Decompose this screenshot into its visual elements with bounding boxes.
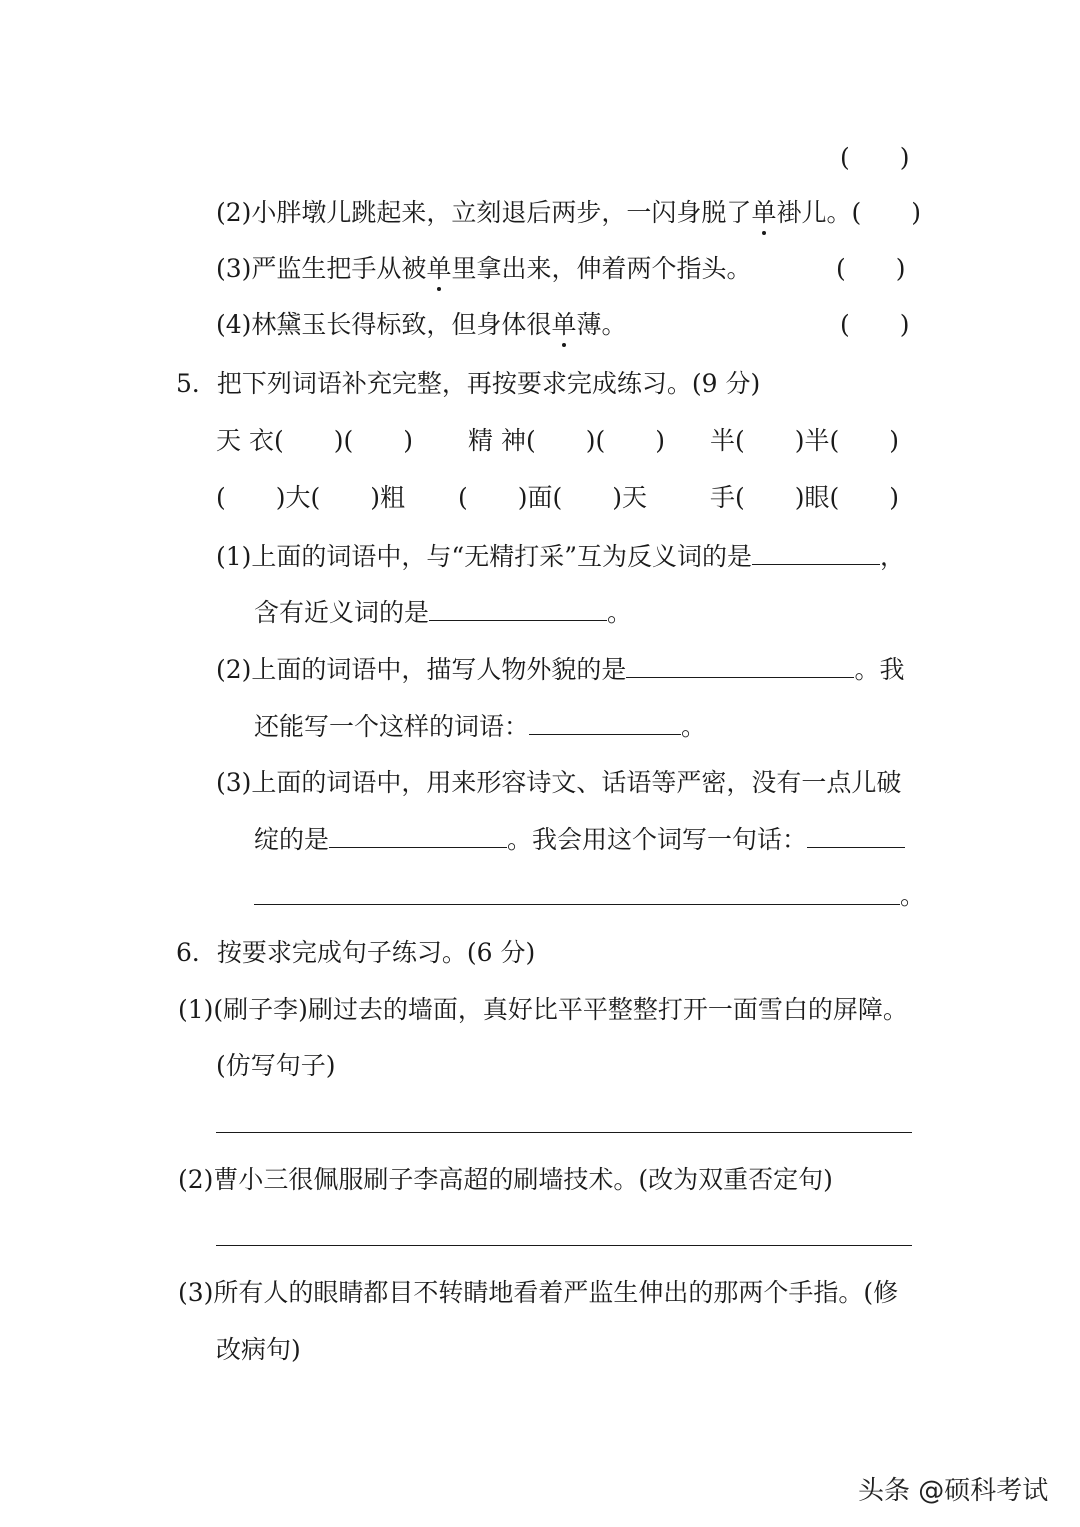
dotted-char: 单 [751,195,776,231]
q5-sub2-line2 [254,708,706,744]
sub-number: (3) [216,768,252,797]
sub-number: (2) [216,655,252,684]
watermark: 头条 @硕科考试 [858,1476,1049,1506]
item-text: 严监生把手从被 [251,254,427,283]
sub-text-end: ， [880,542,906,571]
q6-s3-text: (3)所有人的眼睛都目不转睛地看着严监生伸出的那两个手指。(修 [178,1278,899,1307]
item-text-end: 里拿出来，伸着两个指头。 [451,254,752,283]
item-text-end: 褂儿。 [776,198,852,227]
item-text: 小胖墩儿跳起来，立刻退后两步，一闪身脱了 [251,198,752,227]
q6-s2-answer-line[interactable] [216,1245,912,1246]
q5-sub3-line3-end: 。 [900,881,926,910]
sub-text: 上面的词语中，与“无精打采”互为反义词的是 [251,542,752,571]
item-text-end: 薄。 [576,310,627,339]
item-number: (3) [216,254,252,283]
item-text: 林黛玉长得标致，但身体很 [251,310,552,339]
sub-text-end: 。 [607,598,633,627]
item-number: (4) [216,310,252,339]
q5-word-row-1-col-3: 半( )半( ) [710,426,900,455]
item-number: (2) [216,198,252,227]
sub-text-end: 。我 [854,655,905,684]
q5-word-row-1-col-1: 天 衣( )( ) [216,426,413,455]
q5-sub2-line1 [216,651,904,687]
q6-s3-note: 改病句) [216,1335,301,1364]
answer-blank[interactable] [429,594,607,621]
q6-s1-text: (1)(刷子李)刷过去的墙面，真好比平平整整打开一面雪白的屏障。 [178,995,908,1024]
q5-sub1-line1 [216,538,905,574]
answer-blank[interactable] [626,651,854,678]
q5-sub1-line2 [254,594,632,630]
answer-blank[interactable] [329,821,507,848]
q4-item1-paren: ( ) [840,143,910,172]
sub-text-mid: 。我会用这个词写一句话： [507,825,808,854]
sub-number: (1) [216,542,252,571]
q5-word-row-2-col-2: ( )面( )天 [458,483,648,512]
sub-text: 还能写一个这样的词语： [254,712,530,741]
q5-sub3-answer-line[interactable] [254,904,900,905]
q6-s1-answer-line[interactable] [216,1132,912,1133]
q5-word-row-2-col-1: ( )大( )粗 [216,483,406,512]
q4-item2 [216,195,921,231]
answer-blank[interactable] [752,538,880,565]
q6-s2-text: (2)曹小三很佩服刷子李高超的刷墙技术。(改为双重否定句) [178,1165,833,1194]
q4-item3-paren: ( ) [836,254,906,283]
q4-item4-paren: ( ) [840,310,910,339]
q5-word-row-2-col-3: 手( )眼( ) [710,483,900,512]
q4-item4 [216,307,626,343]
sub-text: 上面的词语中，描写人物外貌的是 [251,655,627,684]
sub-text: 含有近义词的是 [254,598,430,627]
answer-blank[interactable] [807,821,905,848]
sub-text-end: 。 [681,712,707,741]
q5-sub3-line1 [216,765,901,801]
q6-title: 6．按要求完成句子练习。(6 分) [176,938,536,967]
q5-sub3-line2 [254,821,905,857]
q5-word-row-1-col-2: 精 神( )( ) [468,426,665,455]
q6-s1-note: (仿写句子) [216,1051,336,1080]
dotted-char: 单 [551,307,576,343]
answer-blank[interactable] [529,708,681,735]
answer-paren: ( ) [851,198,921,227]
dotted-char: 单 [426,251,451,287]
sub-text: 上面的词语中，用来形容诗文、话语等严密，没有一点儿破 [251,768,902,797]
q5-title: 5．把下列词语补充完整，再按要求完成练习。(9 分) [176,369,761,398]
sub-text: 绽的是 [254,825,330,854]
q4-item3 [216,251,751,287]
